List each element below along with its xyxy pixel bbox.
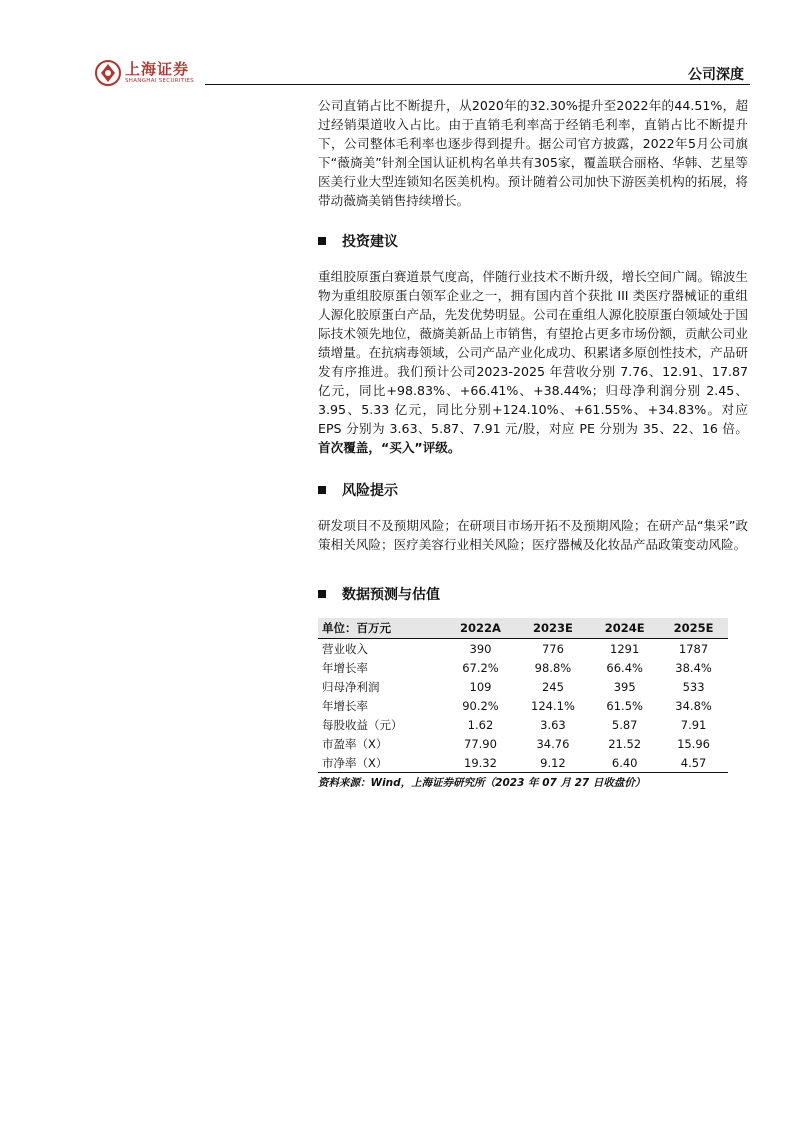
table-cell: 3.63 — [540, 717, 566, 732]
table-cell: 1291 — [610, 641, 640, 656]
table-cell: 61.5% — [606, 698, 643, 713]
table-row — [318, 677, 728, 696]
column-header: 2023E — [516, 618, 591, 639]
table-cell: 34.76 — [536, 736, 570, 751]
table-row — [318, 734, 728, 753]
table-cell: 4.57 — [680, 755, 707, 770]
forecast-heading — [318, 584, 748, 604]
table-bottom-rule — [318, 772, 728, 773]
company-logo — [95, 60, 194, 86]
risk-heading — [318, 480, 748, 500]
table-row — [318, 658, 728, 677]
table-row — [318, 639, 728, 659]
row-label: 归母净利润 — [322, 679, 380, 694]
table-cell: 109 — [469, 679, 492, 694]
table-cell: 776 — [541, 641, 564, 656]
table-cell: 1787 — [678, 641, 709, 656]
table-cell: 21.52 — [608, 736, 642, 751]
table-cell: 6.40 — [611, 755, 638, 770]
row-label: 市净率（X） — [322, 755, 388, 770]
row-label: 年增长率 — [322, 660, 368, 675]
table-cell: 77.90 — [464, 736, 497, 751]
table-row — [318, 715, 728, 734]
row-label: 营业收入 — [322, 641, 368, 656]
column-header: 2025E — [659, 618, 728, 639]
table-cell: 67.2% — [462, 660, 499, 675]
column-header: 单位：百万元 — [318, 618, 445, 639]
investment-heading — [318, 231, 748, 251]
forecast-table-wrap — [318, 618, 748, 790]
investment-rating: 首次覆盖，“买入”评级。 — [318, 440, 461, 455]
table-cell: 66.4% — [606, 660, 643, 675]
table-cell: 533 — [682, 679, 705, 694]
column-header: 2022A — [445, 618, 515, 639]
section-bullet-icon — [318, 486, 326, 494]
report-type: 公司深度 — [688, 67, 744, 83]
logo-english: SHANGHAI SECURITIES — [125, 77, 194, 84]
shanghai-securities-logo-icon — [95, 60, 121, 86]
risk-heading-text: 风险提示 — [342, 483, 398, 499]
table-cell: 7.91 — [680, 717, 707, 732]
table-header-row — [318, 618, 728, 639]
report-body — [318, 96, 748, 790]
table-row — [318, 696, 728, 715]
table-row — [318, 753, 728, 772]
table-cell: 9.12 — [540, 755, 566, 770]
table-cell: 34.8% — [675, 698, 712, 713]
section-bullet-icon — [318, 237, 326, 245]
table-cell: 90.2% — [462, 698, 499, 713]
table-cell: 19.32 — [464, 755, 497, 770]
investment-paragraph — [318, 267, 748, 457]
header-divider — [205, 84, 750, 85]
table-cell: 395 — [613, 679, 636, 694]
table-cell: 38.4% — [675, 660, 712, 675]
table-cell: 98.8% — [534, 660, 572, 675]
section-bullet-icon — [318, 590, 326, 598]
column-header: 2024E — [590, 618, 659, 639]
table-cell: 1.62 — [467, 717, 494, 732]
intro-paragraph: 公司直销占比不断提升，从2020年的32.30%提升至2022年的44.51%，超过经销渠道收入占比。由于直销毛利率高于经销毛利率，直销占比不断提升下，公司整体毛利率也逐步得到提升。据公司官方披露，2022年5月公司旗下“薇旖美”针剂全国认证机构名单共有305家，覆盖联合丽格、华韩、艺星等医美行业大型连锁知名医美机构。预计随着公司加快下游医美机构的拓展，将带动薇旖美销售持续增长。 — [318, 98, 748, 208]
logo-chinese: 上海证券 — [125, 59, 190, 78]
table-cell: 245 — [541, 679, 564, 694]
table-source-note: 资料来源：Wind，上海证券研究所（2023 年 07 月 27 日收盘价） — [318, 777, 646, 789]
risk-paragraph: 研发项目不及预期风险；在研项目市场开拓不及预期风险；在研产品“集采”政策相关风险；医疗美容行业相关风险；医疗器械及化妆品产品政策变动风险。 — [318, 518, 748, 552]
row-label: 市盈率（X） — [322, 736, 388, 751]
investment-heading-text: 投资建议 — [342, 234, 398, 250]
table-cell: 124.1% — [531, 698, 575, 713]
row-label: 每股收益（元） — [322, 717, 403, 732]
row-label: 年增长率 — [322, 698, 368, 713]
forecast-heading-text: 数据预测与估值 — [342, 587, 440, 603]
table-cell: 5.87 — [611, 717, 638, 732]
page-header — [95, 58, 750, 88]
table-cell: 15.96 — [677, 736, 711, 751]
investment-text: 重组胶原蛋白赛道景气度高，伴随行业技术不断升级，增长空间广阔。锦波生物为重组胶原蛋白领军企业之一，拥有国内首个获批 III 类医疗器械证的重组人源化胶原蛋白产品，先发优势明显。公司在重组人源化胶原蛋白领域处于国际技术领先地位，薇旖美新品上市销售，有望抢占更多市场份额，贡献公司业绩增量。在抗病毒领域，公司产品产业化成功、积累诸多原创性技术，产品研发有序推进。我们预计公司2023-2025 年营收分别 7.76、12.91、17.87 亿元，同比+98.83%、+66.41%、+38.44%；归母净利润分别 2.45、3.95、5.33 亿元，同比分别+124.10%、+61.55%、+34.83%。对应 EPS 分别为 3.63、5.87、7.91 元/股，对应 PE 分别为 35、22、16 倍。 — [318, 269, 748, 436]
table-cell: 390 — [469, 641, 492, 656]
forecast-table — [318, 618, 728, 772]
